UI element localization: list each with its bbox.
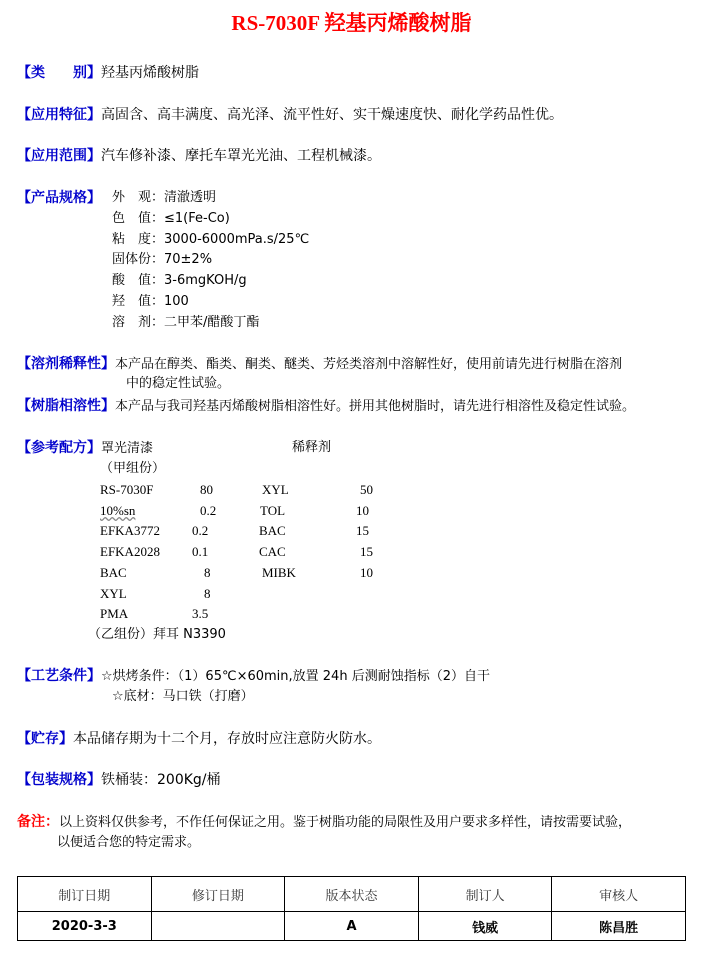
scope-value: 汽车修补漆、摩托车罩光光油、工程机械漆。 (101, 148, 381, 164)
spec-item: 羟 值：100 (112, 294, 189, 309)
diluent-item-qty: 15 (360, 544, 373, 559)
table-row (18, 912, 686, 941)
note-line1: 以上资料仅供参考，不作任何保证之用。鉴于树脂功能的局限性及用户要求多样性，请按需要试验， (59, 815, 632, 830)
compat-row (17, 396, 635, 417)
formula-label: 【参考配方】 (17, 440, 101, 456)
formula-item-name: 10%sn (100, 503, 136, 518)
category-label: 【类 别】 (17, 65, 101, 81)
diluent-item-name: MIBK (262, 565, 296, 580)
formula-item-qty: 0.1 (192, 544, 209, 559)
spec-item: 溶 剂：二甲苯/醋酸丁酯 (112, 315, 260, 330)
scope-label: 【应用范围】 (17, 148, 101, 164)
specs-label: 【产品规格】 (17, 190, 101, 206)
category-row (17, 63, 199, 83)
category-value: 羟基丙烯酸树脂 (101, 65, 199, 81)
process-line2: ☆底材：马口铁（打磨） (112, 689, 254, 704)
table-header-row (18, 877, 686, 912)
dilution-row (17, 354, 622, 375)
spec-item: 固体份：70±2% (112, 252, 213, 267)
table-cell (151, 912, 285, 941)
features-row (17, 105, 563, 125)
note-label: 备注： (17, 814, 59, 830)
storage-row (17, 729, 381, 749)
revision-table (17, 876, 686, 941)
formula-item-name: RS-7030F (100, 482, 154, 497)
formula-item-qty: 0.2 (200, 503, 217, 518)
scope-row (17, 146, 381, 166)
process-row (17, 666, 490, 687)
diluent-item-qty: 10 (360, 565, 373, 580)
dilution-text-cont: 中的稳定性试验。 (126, 376, 231, 391)
table-cell: 2020-3-3 (18, 912, 152, 941)
process-line1: ☆烘烤条件：（1）65℃×60min,放置 24h 后测耐蚀指标（2）自干 (101, 669, 490, 684)
formula-left-title: 罩光清漆 (101, 441, 154, 456)
header-cell: 修订日期 (151, 877, 285, 912)
formula-item-name: EFKA2028 (100, 544, 160, 559)
formula-part-b: （乙组份）拜耳 N3390 (88, 627, 226, 642)
packing-row (17, 770, 221, 790)
note-line2: 以便适合您的特定需求。 (57, 835, 201, 850)
diluent-item-name: XYL (262, 482, 289, 497)
formula-item-qty: 80 (200, 482, 213, 497)
diluent-item-qty: 10 (356, 503, 369, 518)
formula-right-title: 稀释剂 (292, 440, 332, 455)
diluent-item-name: CAC (259, 544, 286, 559)
diluent-item-name: TOL (260, 503, 286, 518)
note-row (17, 812, 631, 833)
formula-item-qty: 3.5 (192, 606, 209, 621)
spec-item: 粘 度：3000-6000mPa.s/25℃ (112, 232, 310, 247)
diluent-item-name: BAC (259, 523, 286, 538)
dilution-text: 本产品在醇类、酯类、酮类、醚类、芳烃类溶剂中溶解性好，使用前请先进行树脂在溶剂 (115, 357, 623, 372)
storage-value: 本品储存期为十二个月，存放时应注意防火防水。 (73, 731, 381, 747)
header-cell: 制订日期 (18, 877, 152, 912)
spec-item: 色 值：≤1(Fe-Co) (112, 211, 230, 226)
formula-item-qty: 8 (204, 586, 211, 601)
header-cell: 版本状态 (285, 877, 419, 912)
process-label: 【工艺条件】 (17, 668, 101, 684)
header-cell: 制订人 (418, 877, 552, 912)
spec-item: 酸 值：3-6mgKOH/g (112, 273, 247, 288)
features-value: 高固含、高丰满度、高光泽、流平性好、实干燥速度快、耐化学药品性优。 (101, 107, 563, 123)
table-cell: 钱威 (418, 912, 552, 941)
formula-item-qty: 0.2 (192, 523, 209, 538)
formula-item-qty: 8 (204, 565, 211, 580)
packing-label: 【包装规格】 (17, 772, 101, 788)
formula-item-name: XYL (100, 586, 127, 601)
formula-row (17, 438, 153, 459)
features-label: 【应用特征】 (17, 107, 101, 123)
formula-item-name: BAC (100, 565, 127, 580)
diluent-item-qty: 15 (356, 523, 369, 538)
compat-label: 【树脂相溶性】 (17, 398, 115, 414)
formula-part-a: （甲组份） (100, 461, 166, 476)
formula-item-name: EFKA3772 (100, 523, 160, 538)
header-cell: 审核人 (552, 877, 686, 912)
compat-text: 本产品与我司羟基丙烯酸树脂相溶性好。拼用其他树脂时，请先进行相溶性及稳定性试验。 (115, 399, 636, 414)
packing-value: 铁桶装：200Kg/桶 (101, 772, 221, 788)
diluent-item-qty: 50 (360, 482, 373, 497)
formula-item-name: PMA (100, 606, 129, 621)
dilution-label: 【溶剂稀释性】 (17, 356, 115, 372)
table-cell: A (285, 912, 419, 941)
page-title: RS-7030F 羟基丙烯酸树脂 (231, 11, 472, 35)
storage-label: 【贮存】 (17, 731, 73, 747)
spec-item: 外 观：清澈透明 (112, 190, 217, 205)
table-cell: 陈昌胜 (552, 912, 686, 941)
